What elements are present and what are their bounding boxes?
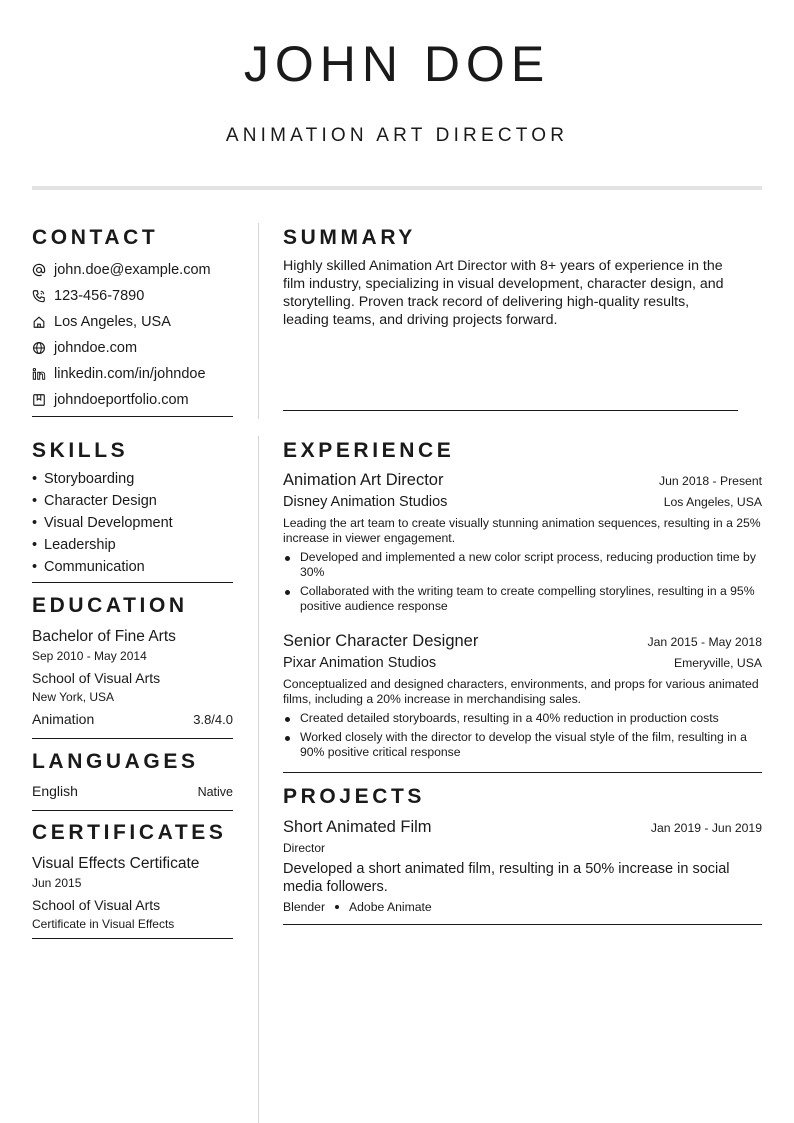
home-icon [32,315,46,329]
job-subheader [283,491,762,513]
certificate-issuer: School of Visual Arts [32,897,161,913]
job-title: Senior Character Designer [283,632,479,650]
tool-separator-dot [335,905,339,909]
education-degree: Bachelor of Fine Arts [32,628,176,645]
contact-title: CONTACT [32,226,159,249]
contact-email-text: john.doe@example.com [54,262,211,278]
languages-divider [32,810,233,811]
portfolio-icon [32,393,46,407]
project-description: Developed a short animated film, resulting in a 50% increase in social media followers. [283,861,730,895]
job-description: Conceptualized and designed characters, environments, and props for various animated films, including a 20% increase in merchandising sales. [283,677,759,706]
phone-icon [32,289,46,303]
education-dates: Sep 2010 - May 2014 [32,649,147,663]
project-tool: Blender [283,900,326,914]
job-entry [283,469,762,614]
certificates-section [32,820,233,939]
linkedin-icon [32,367,46,381]
column-divider-bottom [258,436,259,1123]
resume-name: JOHN DOE [243,36,551,92]
education-section [32,593,233,739]
education-divider [32,738,233,739]
contact-website-text: johndoe.com [54,340,138,356]
skills-list [32,468,233,578]
skill-item: • Communication [32,559,145,575]
contact-email[interactable] [32,257,233,283]
experience-title: EXPERIENCE [283,439,455,462]
contact-portfolio[interactable] [32,387,233,413]
job-location: Emeryville, USA [673,656,762,670]
contact-location-text: Los Angeles, USA [54,314,171,330]
job-bullets [283,550,762,614]
job-bullet: Worked closely with the director to develop the visual style of the film, resulting in a 90% positive critical response [283,730,762,760]
skill-item: • Leadership [32,537,116,553]
projects-divider [283,924,762,925]
summary-section [283,225,738,329]
certificates-divider [32,938,233,939]
language-level: Native [197,785,233,799]
contact-linkedin-text: linkedin.com/in/johndoe [54,366,206,382]
contact-divider [32,416,233,417]
job-location: Los Angeles, USA [663,495,762,509]
contact-linkedin[interactable] [32,361,233,387]
job-entry [283,630,762,760]
certificate-detail: Certificate in Visual Effects [32,917,175,931]
projects-section [283,784,762,915]
contact-phone-text: 123-456-7890 [54,288,145,304]
job-bullet: Developed and implemented a new color script process, reducing production time by 30% [283,550,762,580]
summary-title: SUMMARY [283,226,416,249]
column-divider-top [258,223,259,419]
job-description: Leading the art team to create visually stunning animation sequences, resulting in a 25% increase in viewer engagement. [283,516,761,545]
header-divider [32,186,762,190]
at-icon [32,263,46,277]
contact-website[interactable] [32,335,233,361]
skill-item: • Character Design [32,493,157,509]
projects-title: PROJECTS [283,785,425,808]
education-field: Animation [32,711,95,727]
project-name: Short Animated Film [283,818,432,836]
job-subheader [283,652,762,674]
contact-section [32,225,233,417]
job-title: Animation Art Director [283,471,444,489]
summary-text: Highly skilled Animation Art Director with 8+ years of experience in the film industry, specializing in visual development, character design, and storytelling. Proven track record of delivering high-quality results, leading teams, and driving projects forward. [283,258,724,328]
job-bullet: Collaborated with the writing team to create compelling storylines, resulting in a 95% positive audience response [283,584,762,614]
skill-item: • Storyboarding [32,471,135,487]
experience-divider [283,772,762,773]
job-bullets [283,711,762,760]
certificate-name: Visual Effects Certificate [32,855,200,872]
experience-section [283,438,762,764]
education-location: New York, USA [32,690,115,704]
job-dates: Jun 2018 - Present [659,474,762,488]
globe-icon [32,341,46,355]
education-gpa: 3.8/4.0 [193,712,233,727]
project-tools [283,899,762,915]
job-bullet: Created detailed storyboards, resulting in a 40% reduction in production costs [283,711,762,726]
education-field-row [32,709,233,729]
job-company: Pixar Animation Studios [283,655,437,671]
resume-role: ANIMATION ART DIRECTOR [225,125,569,146]
education-school: School of Visual Arts [32,670,161,686]
job-header [283,469,762,491]
summary-divider [283,410,738,411]
skills-divider [32,582,233,583]
language-name: English [32,783,78,799]
education-title: EDUCATION [32,594,188,617]
languages-title: LANGUAGES [32,750,199,773]
contact-portfolio-text: johndoeportfolio.com [54,392,189,408]
project-tool: Adobe Animate [349,900,432,914]
certificate-date: Jun 2015 [32,876,82,890]
project-header [283,816,762,838]
project-role: Director [283,841,326,855]
job-dates: Jan 2015 - May 2018 [647,635,762,649]
job-header [283,630,762,652]
contact-phone[interactable] [32,283,233,309]
project-dates: Jan 2019 - Jun 2019 [650,821,762,835]
job-company: Disney Animation Studios [283,494,448,510]
certificates-title: CERTIFICATES [32,821,227,844]
skills-section [32,438,233,583]
language-row [32,781,233,801]
languages-section [32,749,233,811]
skills-title: SKILLS [32,439,129,462]
skill-item: • Visual Development [32,515,173,531]
contact-location [32,309,233,335]
